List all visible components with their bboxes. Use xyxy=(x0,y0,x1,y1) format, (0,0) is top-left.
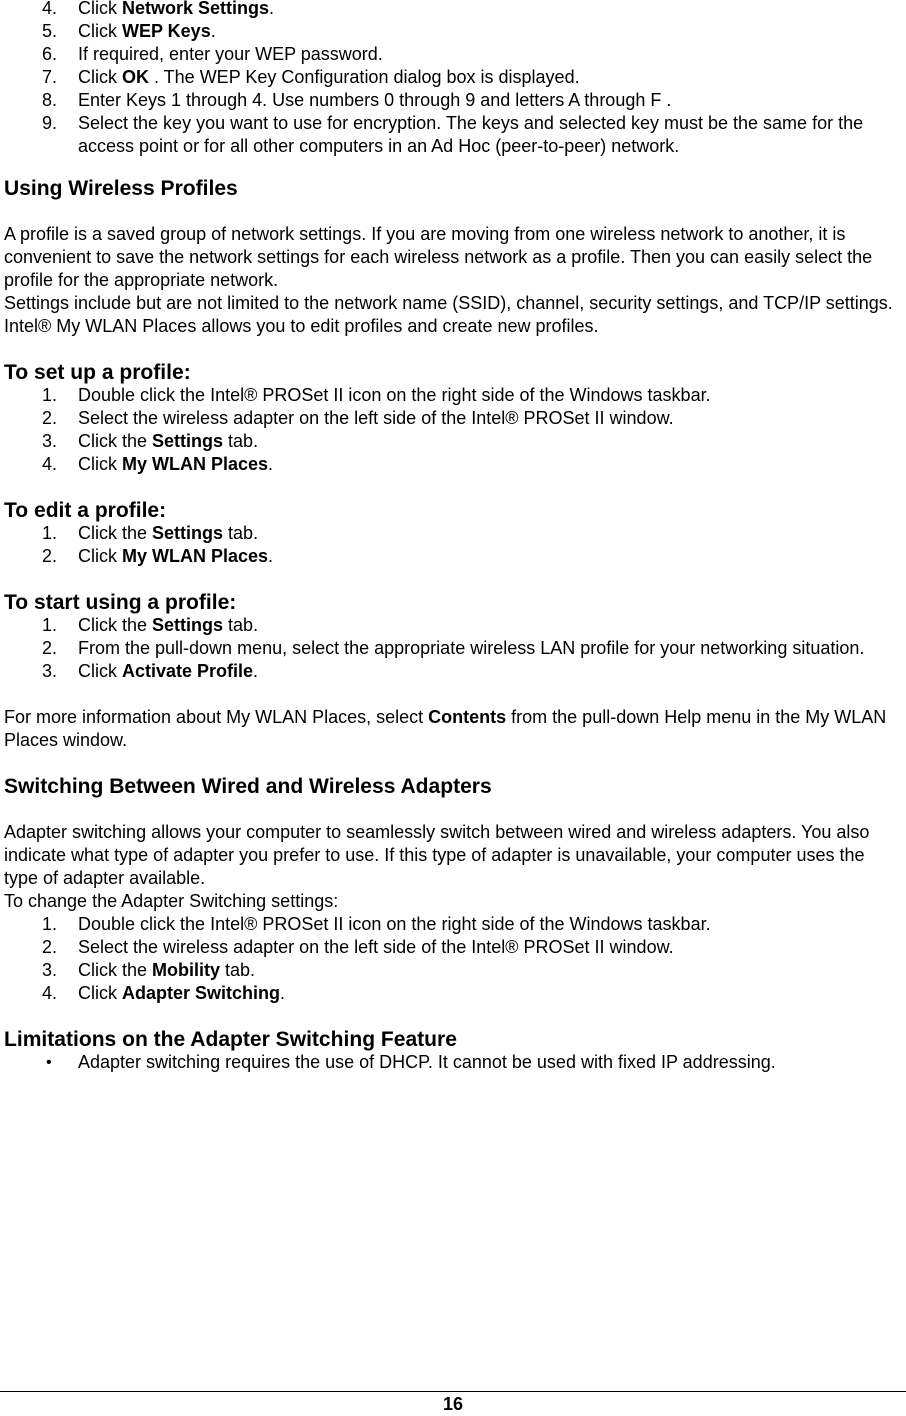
profiles-paragraph: Settings include but are not limited to the network name (SSID), channel, security settings, and TCP/IP settings. Intel® My WLAN Places allows you to edit profiles and create new profiles. xyxy=(4,293,893,336)
step-number: 3. xyxy=(42,431,58,451)
setup-steps-list xyxy=(4,384,902,476)
wep-steps-list xyxy=(4,0,902,158)
profiles-paragraph: A profile is a saved group of network settings. If you are moving from one wireless network to another, it is convenient to save the network settings for each wireless network as a profile. Then you can easily select the profile for the appropriate network. xyxy=(4,224,873,290)
page-number: 16 xyxy=(442,1394,464,1414)
step-number: 3. xyxy=(42,960,58,980)
list-item: 7. Click OK . The WEP Key Configuration dialog box is displayed. xyxy=(42,67,580,87)
footer-divider xyxy=(0,1391,906,1392)
step-number: 2. xyxy=(42,937,58,957)
step-number: 6. xyxy=(42,44,58,64)
list-item: 3. Click Activate Profile. xyxy=(42,661,259,681)
step-number: 1. xyxy=(42,385,58,405)
limitations-bullet-list xyxy=(4,1051,902,1074)
list-item: 3. Click the Mobility tab. xyxy=(42,960,256,980)
list-item: 4. Click Adapter Switching. xyxy=(42,983,286,1003)
section-heading-limitations: Limitations on the Adapter Switching Feature xyxy=(4,1028,457,1051)
subheading-start-profile: To start using a profile: xyxy=(4,591,237,614)
switching-instruction: To change the Adapter Switching settings: xyxy=(4,891,339,911)
section-heading-switching: Switching Between Wired and Wireless Adapters xyxy=(4,775,492,798)
list-item: 2. Click My WLAN Places. xyxy=(42,546,274,566)
subheading-edit-profile: To edit a profile: xyxy=(4,499,167,522)
list-item: 2. Select the wireless adapter on the left side of the Intel® PROSet II window. xyxy=(42,937,674,957)
step-number: 5. xyxy=(42,21,58,41)
list-item: 1. Click the Settings tab. xyxy=(42,615,259,635)
subheading-setup-profile: To set up a profile: xyxy=(4,361,191,384)
bullet-icon: • xyxy=(46,1054,52,1071)
step-number: 2. xyxy=(42,408,58,428)
switching-paragraph: Adapter switching allows your computer to seamlessly switch between wired and wireless adapters. You also indicate what type of adapter you prefer to use. If this type of adapter is unavailable, your computer uses the type of adapter available. xyxy=(4,822,870,888)
step-number: 4. xyxy=(42,983,58,1003)
document-page xyxy=(4,0,902,1074)
list-item: 2. From the pull-down menu, select the appropriate wireless LAN profile for your networking situation. xyxy=(42,638,865,658)
step-number: 4. xyxy=(42,454,58,474)
list-item: 3. Click the Settings tab. xyxy=(42,431,259,451)
step-number: 1. xyxy=(42,914,58,934)
step-number: 1. xyxy=(42,523,58,543)
edit-steps-list xyxy=(4,522,902,568)
list-item: 9. Select the key you want to use for encryption. The keys and selected key must be the same for the access point or for all other computers in an Ad Hoc (peer-to-peer) network. xyxy=(42,113,864,156)
start-steps-list xyxy=(4,614,902,683)
step-number: 7. xyxy=(42,67,58,87)
list-item: 1. Click the Settings tab. xyxy=(42,523,259,543)
list-item: 4. Click My WLAN Places. xyxy=(42,454,274,474)
list-item: 2. Select the wireless adapter on the left side of the Intel® PROSet II window. xyxy=(42,408,674,428)
section-heading-profiles: Using Wireless Profiles xyxy=(4,177,238,200)
step-number: 2. xyxy=(42,546,58,566)
step-number: 9. xyxy=(42,113,58,133)
step-number: 3. xyxy=(42,661,58,681)
list-item: 5. Click WEP Keys. xyxy=(42,21,216,41)
step-number: 1. xyxy=(42,615,58,635)
list-item: 4. Click Network Settings. xyxy=(4,0,902,20)
list-item: 1. Double click the Intel® PROSet II icon on the right side of the Windows taskbar. xyxy=(42,385,711,405)
step-number: 4. xyxy=(42,0,58,18)
more-info-paragraph: For more information about My WLAN Places, select Contents from the pull-down Help menu in the My WLAN Places window. xyxy=(4,707,887,750)
step-number: 2. xyxy=(42,638,58,658)
step-number: 8. xyxy=(42,90,58,110)
list-item: 8. Enter Keys 1 through 4. Use numbers 0 through 9 and letters A through F . xyxy=(42,90,672,110)
switching-steps-list xyxy=(4,913,902,1005)
list-item: 6. If required, enter your WEP password. xyxy=(42,44,383,64)
list-item: • Adapter switching requires the use of DHCP. It cannot be used with fixed IP addressing. xyxy=(46,1052,776,1072)
list-item: 1. Double click the Intel® PROSet II icon on the right side of the Windows taskbar. xyxy=(42,914,711,934)
